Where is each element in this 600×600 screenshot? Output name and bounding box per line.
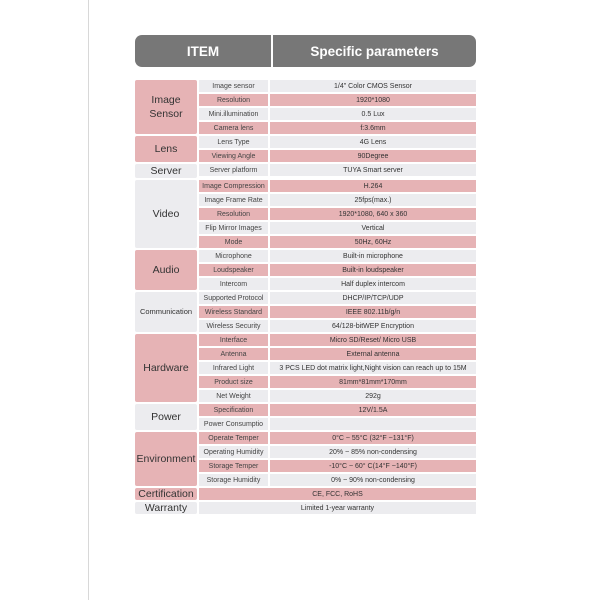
table-header: [135, 35, 476, 67]
row-label: Operating Humidity: [199, 446, 268, 458]
row-label: Camera lens: [199, 122, 268, 134]
table-row: [199, 164, 476, 176]
category-label: Image Sensor: [135, 80, 197, 134]
row-value: 20% ~ 85% non-condensing: [270, 446, 476, 458]
row-value: Vertical: [270, 222, 476, 234]
row-label: Image sensor: [199, 80, 268, 92]
row-value: 12V/1.5A: [270, 404, 476, 416]
table-row: [199, 108, 476, 120]
category-label: Lens: [135, 136, 197, 162]
table-row: [199, 432, 476, 444]
row-value: CE, FCC, RoHS: [199, 488, 476, 500]
row-label: Viewing Angle: [199, 150, 268, 162]
group-environment: [135, 432, 476, 486]
header-item: ITEM: [135, 35, 273, 67]
table-row: [199, 194, 476, 206]
row-label: Antenna: [199, 348, 268, 360]
row-value: 0°C ~ 55°C (32°F ~131°F): [270, 432, 476, 444]
row-label: Intercom: [199, 278, 268, 290]
row-label: Storage Temper: [199, 460, 268, 472]
row-label: Product size: [199, 376, 268, 388]
row-value: [270, 418, 476, 430]
row-value: 0% ~ 90% non-condensing: [270, 474, 476, 486]
row-label: Operate Temper: [199, 432, 268, 444]
row-value: 1/4" Color CMOS Sensor: [270, 80, 476, 92]
table-row: [199, 390, 476, 402]
table-row: [199, 150, 476, 162]
table-row: [199, 320, 476, 332]
row-certification: [135, 488, 476, 500]
row-value: 1920*1080: [270, 94, 476, 106]
table-row: [199, 376, 476, 388]
row-value: 50Hz, 60Hz: [270, 236, 476, 248]
row-label: Loudspeaker: [199, 264, 268, 276]
row-label: Supported Protocol: [199, 292, 268, 304]
table-row: [199, 334, 476, 346]
table-row: [199, 460, 476, 472]
table-row: [199, 80, 476, 92]
table-row: [199, 292, 476, 304]
row-label: Lens Type: [199, 136, 268, 148]
row-label: Image Frame Rate: [199, 194, 268, 206]
group-hardware: [135, 334, 476, 402]
table-row: [199, 94, 476, 106]
row-label: Flip Mirror Images: [199, 222, 268, 234]
table-row: [199, 348, 476, 360]
row-value: Built-in microphone: [270, 250, 476, 262]
table-row: [199, 404, 476, 416]
row-value: 0.5 Lux: [270, 108, 476, 120]
table-row: [199, 208, 476, 220]
category-label: Server: [135, 164, 197, 178]
row-value: Limited 1-year warranty: [199, 502, 476, 514]
table-row: [199, 418, 476, 430]
table-row: [199, 180, 476, 192]
category-label: Warranty: [135, 502, 197, 514]
row-value: IEEE 802.11b/g/n: [270, 306, 476, 318]
category-label: Hardware: [135, 334, 197, 402]
row-label: Wireless Security: [199, 320, 268, 332]
row-label: Infrared Light: [199, 362, 268, 374]
table-row: [199, 474, 476, 486]
group-lens: [135, 136, 476, 162]
row-label: Image Compression: [199, 180, 268, 192]
row-value: Built-in loudspeaker: [270, 264, 476, 276]
row-label: Resolution: [199, 208, 268, 220]
row-warranty: [135, 502, 476, 514]
row-value: 4G Lens: [270, 136, 476, 148]
table-row: [199, 446, 476, 458]
row-value: H.264: [270, 180, 476, 192]
table-row: [199, 250, 476, 262]
group-audio: [135, 250, 476, 290]
table-row: [199, 306, 476, 318]
row-value: 90Degree: [270, 150, 476, 162]
row-label: Wireless Standard: [199, 306, 268, 318]
table-row: [199, 122, 476, 134]
category-label: Audio: [135, 250, 197, 290]
table-row: [199, 264, 476, 276]
group-communication: [135, 292, 476, 332]
category-label: Certification: [135, 488, 197, 500]
header-specific-parameters: Specific parameters: [310, 43, 439, 59]
row-value: 64/128-bitWEP Encryption: [270, 320, 476, 332]
row-value: Micro SD/Reset/ Micro USB: [270, 334, 476, 346]
table-row: [199, 362, 476, 374]
row-value: 3 PCS LED dot matrix light,Night vision can reach up to 15M: [270, 362, 476, 374]
row-value: TUYA Smart server: [270, 164, 476, 176]
category-label: Video: [135, 180, 197, 248]
row-label: Microphone: [199, 250, 268, 262]
row-value: 81mm*81mm*170mm: [270, 376, 476, 388]
row-value: 1920*1080, 640 x 360: [270, 208, 476, 220]
spec-table: [135, 80, 476, 516]
row-label: Power Consumptio: [199, 418, 268, 430]
row-label: Interface: [199, 334, 268, 346]
row-value: 25fps(max.): [270, 194, 476, 206]
table-row: [199, 278, 476, 290]
group-video: [135, 180, 476, 248]
table-row: [199, 236, 476, 248]
row-label: Mini.illumination: [199, 108, 268, 120]
row-label: Specification: [199, 404, 268, 416]
row-value: External antenna: [270, 348, 476, 360]
table-row: [199, 222, 476, 234]
group-image-sensor: [135, 80, 476, 134]
category-label: Communication: [135, 292, 197, 332]
group-power: [135, 404, 476, 430]
row-value: -10°C ~ 60° C(14°F ~140°F): [270, 460, 476, 472]
row-value: f:3.6mm: [270, 122, 476, 134]
category-label: Environment: [135, 432, 197, 486]
row-label: Storage Humidity: [199, 474, 268, 486]
row-label: Net Weight: [199, 390, 268, 402]
row-label: Mode: [199, 236, 268, 248]
row-value: Half duplex intercom: [270, 278, 476, 290]
group-server: [135, 164, 476, 178]
category-label: Power: [135, 404, 197, 430]
row-value: 292g: [270, 390, 476, 402]
page-margin-line: [88, 0, 89, 600]
row-value: DHCP/IP/TCP/UDP: [270, 292, 476, 304]
row-label: Resolution: [199, 94, 268, 106]
table-row: [199, 136, 476, 148]
row-label: Server platform: [199, 164, 268, 176]
